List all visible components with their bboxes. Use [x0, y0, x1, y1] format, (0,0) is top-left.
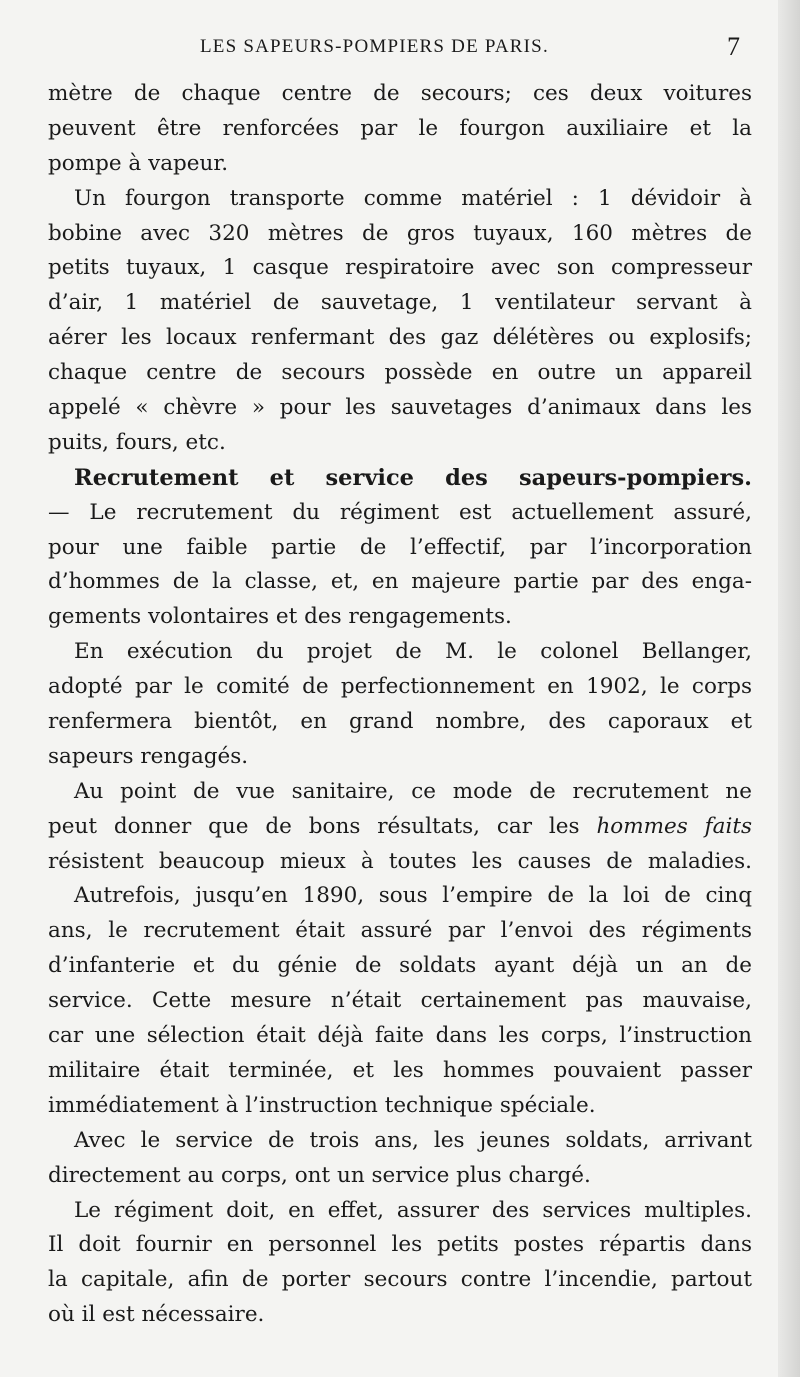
text-line: directement au corps, ont un service plus chargé.: [48, 1162, 591, 1188]
text-line: petits tuyaux, 1 casque respiratoire avec son compresseur: [48, 255, 752, 281]
text-line: d’air, 1 matériel de sauvetage, 1 ventilateur servant à: [48, 290, 752, 316]
text-line: où il est nécessaire.: [48, 1302, 265, 1328]
text-line: En exécution du projet de M. le colonel Bellanger,: [74, 639, 752, 665]
text-line: militaire était terminée, et les hommes pouvaient passer: [48, 1057, 752, 1083]
text-line-with-italic: [48, 810, 752, 845]
page-number: 7: [727, 32, 740, 61]
text-line: immédiatement à l’instruction technique spéciale.: [48, 1092, 596, 1118]
text-line: d’infanterie et du génie de soldats ayant déjà un an de: [48, 953, 752, 979]
running-title: LES SAPEURS-POMPIERS DE PARIS.: [200, 36, 549, 57]
text-line: puits, fours, etc.: [48, 429, 226, 455]
text-line: adopté par le comité de perfectionnement en 1902, le corps: [48, 674, 752, 700]
text-line: car une sélection était déjà faite dans les corps, l’instruction: [48, 1023, 752, 1049]
text-line: Au point de vue sanitaire, ce mode de recrutement ne: [74, 778, 752, 804]
text-line: Un fourgon transporte comme matériel : 1 dévidoir à: [74, 185, 752, 211]
page-header: [0, 32, 800, 62]
text-line: d’hommes de la classe, et, en majeure partie par des enga-: [48, 569, 752, 595]
text-line: la capitale, afin de porter secours contre l’incendie, partout: [48, 1267, 752, 1293]
italic-text: hommes faits: [596, 813, 752, 839]
text-segment: peut donner que de bons résultats, car les: [48, 813, 580, 839]
text-line: Il doit fournir en personnel les petits postes répartis dans: [48, 1232, 752, 1258]
text-line: pompe à vapeur.: [48, 150, 229, 176]
section-heading: Recrutement et service des sapeurs-pompiers.: [74, 464, 752, 491]
text-line: service. Cette mesure n’était certainement pas mauvaise,: [48, 988, 752, 1014]
text-line: gements volontaires et des rengagements.: [48, 604, 512, 630]
text-line: aérer les locaux renfermant des gaz délétères ou explosifs;: [48, 325, 752, 351]
text-line: renfermera bientôt, en grand nombre, des caporaux et: [48, 709, 752, 735]
text-line: peuvent être renforcées par le fourgon auxiliaire et la: [48, 115, 752, 141]
text-line: mètre de chaque centre de secours; ces deux voitures: [48, 81, 752, 106]
text-line: Avec le service de trois ans, les jeunes soldats, arrivant: [74, 1127, 752, 1153]
text-line: sapeurs rengagés.: [48, 743, 249, 769]
text-line: — Le recrutement du régiment est actuellement assuré,: [48, 499, 752, 525]
text-line: résistent beaucoup mieux à toutes les causes de maladies.: [48, 848, 752, 874]
text-line: pour une faible partie de l’effectif, par l’incorporation: [48, 534, 752, 560]
text-line: chaque centre de secours possède en outre un appareil: [48, 360, 752, 386]
text-line: appelé « chèvre » pour les sauvetages d’animaux dans les: [48, 395, 752, 421]
text-line: Autrefois, jusqu’en 1890, sous l’empire de la loi de cinq: [74, 883, 752, 909]
text-line: Le régiment doit, en effet, assurer des services multiples.: [74, 1197, 752, 1223]
text-line: ans, le recrutement était assuré par l’envoi des régiments: [48, 918, 752, 944]
text-line: bobine avec 320 mètres de gros tuyaux, 160 mètres de: [48, 220, 752, 246]
body-text: [48, 77, 752, 1333]
